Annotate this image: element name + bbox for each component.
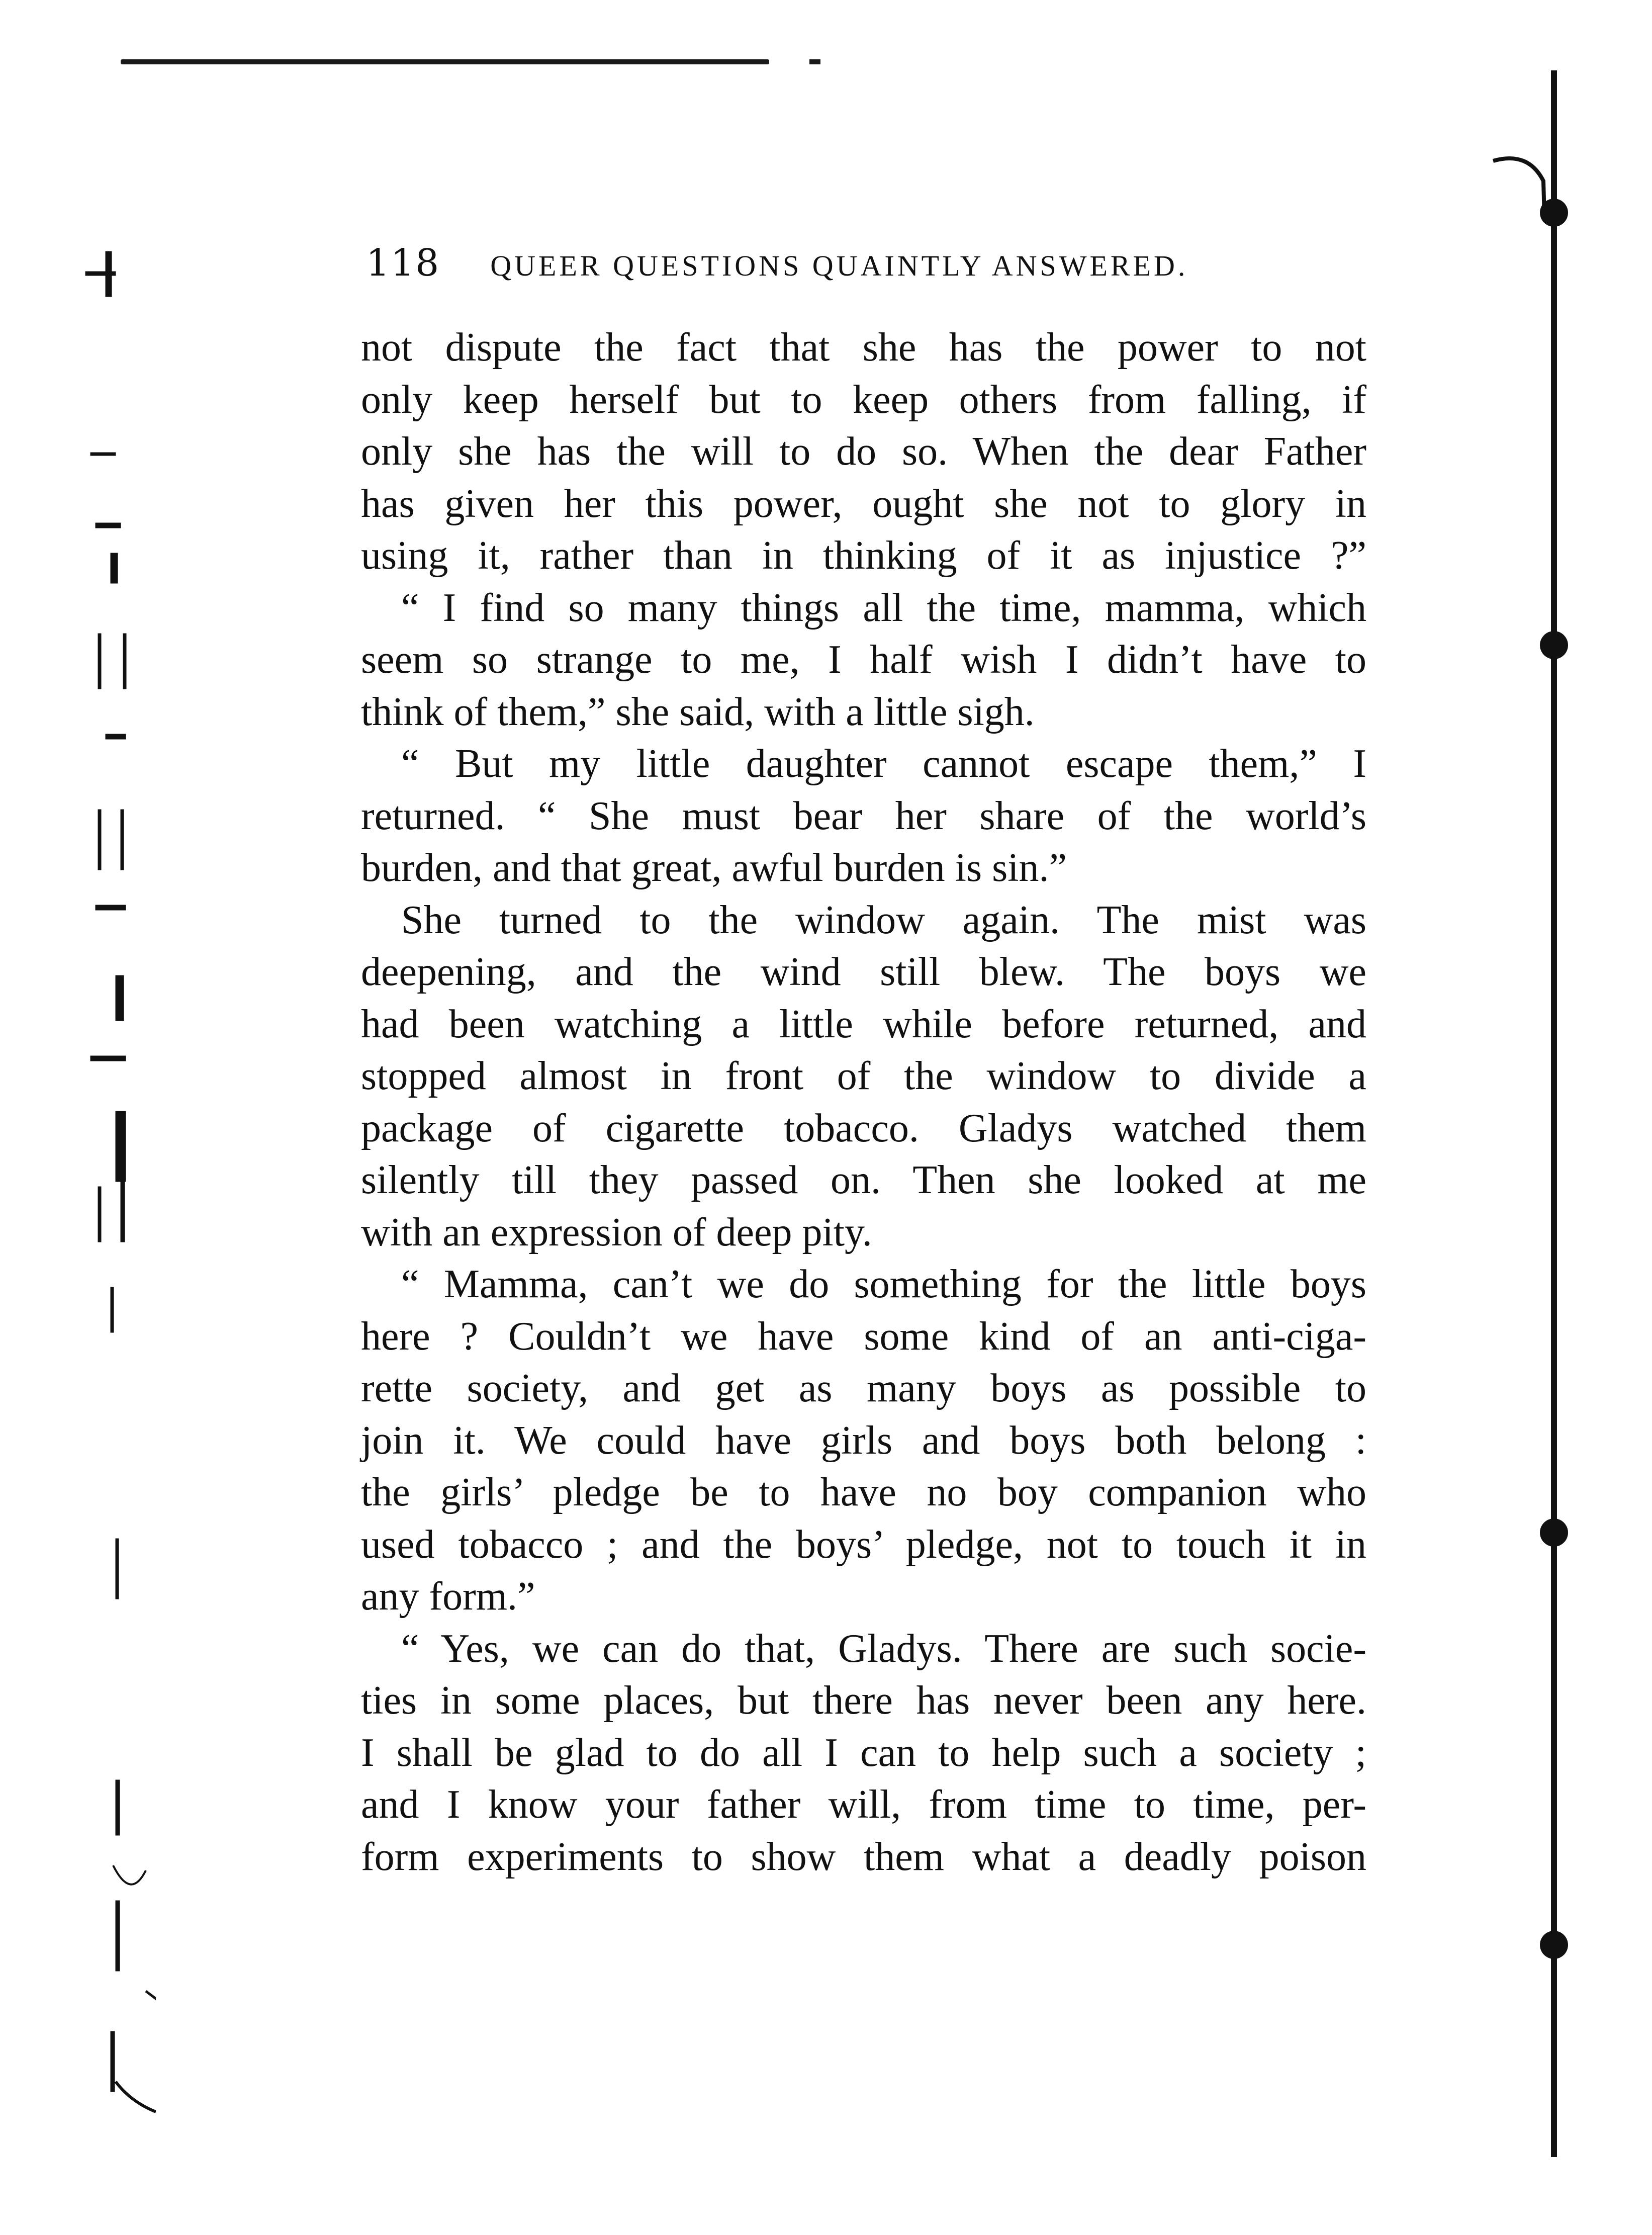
scan-top-rule-dash	[809, 59, 820, 64]
text-line: returned. “ She must bear her share of the world’s	[361, 793, 1366, 838]
text-line: used tobacco ; and the boys’ pledge, not to touch it in	[361, 1522, 1366, 1567]
text-line: rette society, and get as many boys as possible to	[361, 1366, 1366, 1410]
text-line: only keep herself but to keep others from falling, if	[361, 377, 1366, 422]
text-line: here ? Couldn’t we have some kind of an anti-ciga-	[361, 1314, 1366, 1359]
scan-binding-dot	[1540, 1518, 1568, 1547]
scan-right-hook	[1488, 151, 1548, 221]
running-header	[366, 241, 1387, 302]
text-line: only she has the will to do so. When the dear Father	[361, 429, 1366, 474]
text-line: I shall be glad to do all I can to help such a society ;	[361, 1730, 1366, 1775]
running-head-title: QUEER QUESTIONS QUAINTLY ANSWERED.	[490, 249, 1188, 282]
text-line: silently till they passed on. Then she looked at me	[361, 1158, 1366, 1202]
text-line: “ Yes, we can do that, Gladys. There are such socie-	[401, 1626, 1366, 1671]
text-line: deepening, and the wind still blew. The boys we	[361, 950, 1366, 994]
text-line: join it. We could have girls and boys both belong :	[361, 1418, 1366, 1463]
text-line: has given her this power, ought she not to glory in	[361, 481, 1366, 526]
text-line: any form.”	[361, 1574, 535, 1619]
text-line: not dispute the fact that she has the power to not	[361, 325, 1366, 370]
text-line: the girls’ pledge be to have no boy companion who	[361, 1470, 1366, 1514]
scan-binding-dot	[1540, 631, 1568, 659]
text-line: with an expression of deep pity.	[361, 1210, 872, 1255]
text-line: think of them,” she said, with a little sigh.	[361, 689, 1035, 734]
scan-top-rule	[121, 59, 769, 64]
text-line: using it, rather than in thinking of it as injustice ?”	[361, 533, 1366, 578]
text-line: “ But my little daughter cannot escape them,” I	[401, 742, 1366, 786]
text-line: seem so strange to me, I half wish I didn’t have to	[361, 638, 1366, 682]
scan-right-edge	[1551, 70, 1557, 2157]
page-number: 118	[366, 241, 440, 285]
text-line: ties in some places, but there has never been any here.	[361, 1678, 1366, 1723]
scan-left-margin-marks	[75, 80, 156, 2192]
text-line: stopped almost in front of the window to divide a	[361, 1054, 1366, 1098]
text-line: and I know your father will, from time to time, per-	[361, 1782, 1366, 1827]
text-line: “ Mamma, can’t we do something for the little boys	[401, 1262, 1366, 1306]
text-line: package of cigarette tobacco. Gladys watched them	[361, 1106, 1366, 1150]
text-line: She turned to the window again. The mist was	[401, 898, 1366, 942]
text-line: form experiments to show them what a deadly poison	[361, 1834, 1366, 1879]
scan-binding-dot	[1540, 1931, 1568, 1959]
text-line: had been watching a little while before returned, and	[361, 1002, 1366, 1046]
text-line: burden, and that great, awful burden is sin.”	[361, 846, 1067, 890]
text-line: “ I find so many things all the time, mamma, which	[401, 585, 1366, 630]
body-text	[361, 322, 1366, 1883]
